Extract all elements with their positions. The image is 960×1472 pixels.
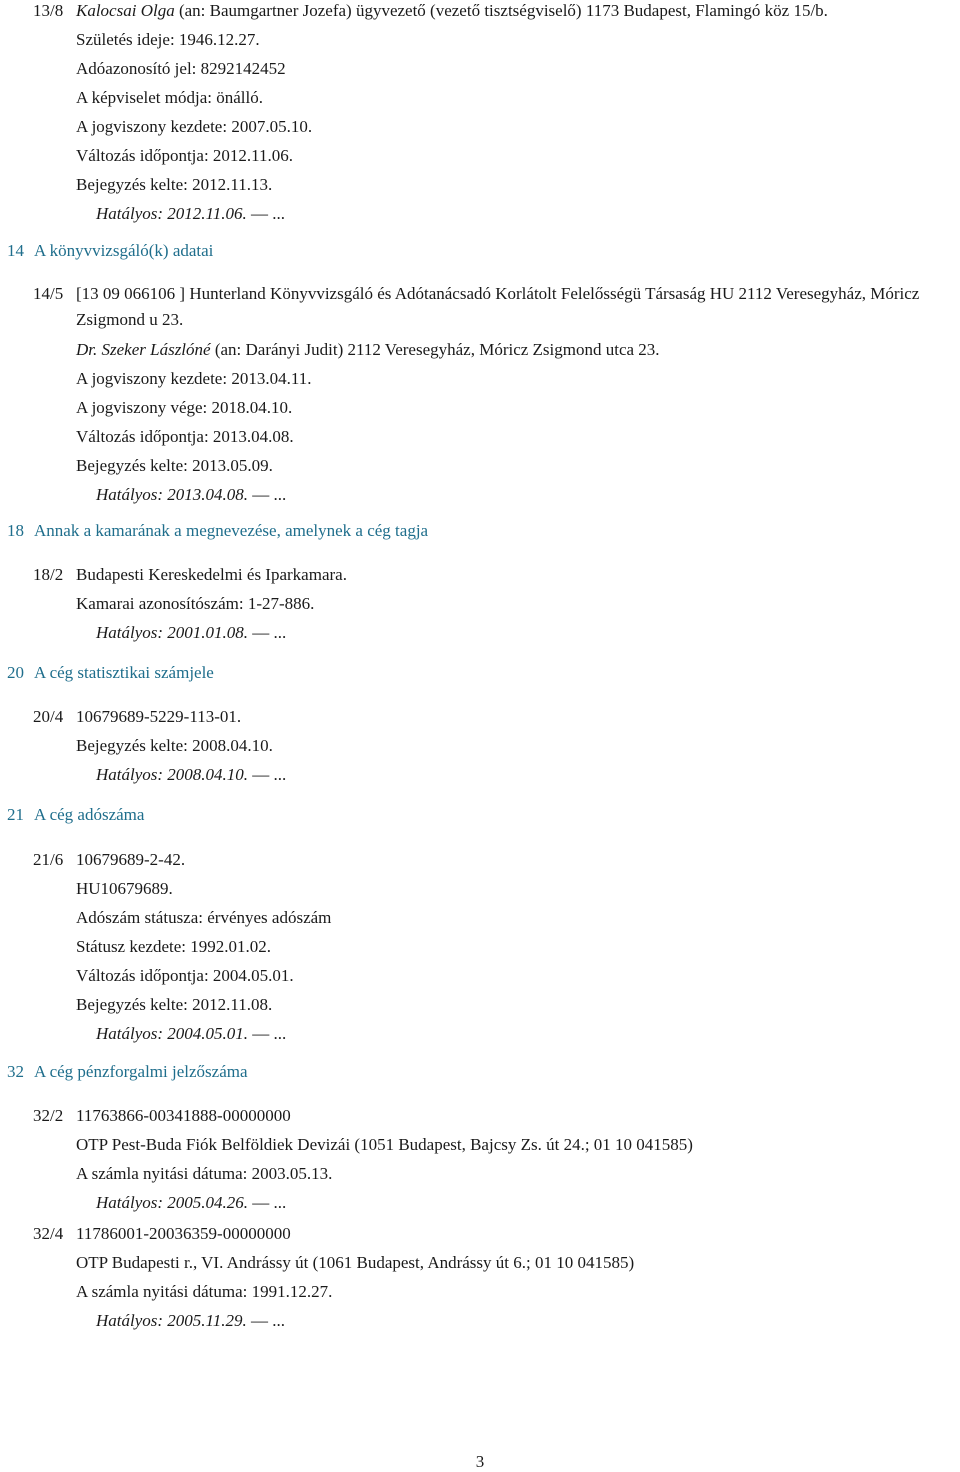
registration-date: Bejegyzés kelte: 2013.05.09. xyxy=(76,456,273,475)
change-date: Változás időpontja: 2004.05.01. xyxy=(76,966,294,985)
valid-date: Hatályos: 2004.05.01. xyxy=(96,1024,249,1043)
relationship-start: A jogviszony kezdete: 2013.04.11. xyxy=(76,369,312,388)
entry-13-8 xyxy=(33,0,958,228)
auditor-company: [13 09 066106 ] Hunterland Könyvvizsgáló és Adótanácsadó Korlátolt Felelősségü Társaság HU 2112 Veresegyház, Móricz Zsigmond u 23. xyxy=(76,284,920,329)
eu-tax-number: HU10679689. xyxy=(76,879,173,898)
tax-id: Adóazonosító jel: 8292142452 xyxy=(76,59,286,78)
section-title: A cég statisztikai számjele xyxy=(34,663,214,682)
valid-tail: — ... xyxy=(248,623,287,642)
section-heading-20 xyxy=(7,663,214,683)
valid-date: Hatályos: 2013.04.08. xyxy=(96,485,249,504)
relationship-start: A jogviszony kezdete: 2007.05.10. xyxy=(76,117,313,136)
account-opened: A számla nyitási dátuma: 2003.05.13. xyxy=(76,1164,333,1183)
entry-number: 20/4 xyxy=(33,707,64,726)
status-start: Státusz kezdete: 1992.01.02. xyxy=(76,937,271,956)
section-title: A cég pénzforgalmi jelzőszáma xyxy=(34,1062,248,1081)
section-title: A könyvvizsgáló(k) adatai xyxy=(34,241,214,260)
section-title: Annak a kamarának a megnevezése, amelynek a cég tagja xyxy=(34,521,429,540)
valid-from xyxy=(76,1019,958,1048)
auditor-person-name: Dr. Szeker Lászlóné xyxy=(76,340,211,359)
relationship-end: A jogviszony vége: 2018.04.10. xyxy=(76,398,293,417)
section-heading-18 xyxy=(7,521,428,541)
valid-tail: — ... xyxy=(248,485,287,504)
section-number: 32 xyxy=(7,1062,24,1081)
chamber-id: Kamarai azonosítószám: 1-27-886. xyxy=(76,594,315,613)
valid-from xyxy=(76,1188,958,1217)
valid-tail: — ... xyxy=(248,1024,287,1043)
valid-date: Hatályos: 2012.11.06. xyxy=(96,204,247,223)
account-number: 11786001-20036359-00000000 xyxy=(76,1224,291,1243)
entry-number: 13/8 xyxy=(33,1,64,20)
section-heading-32 xyxy=(7,1062,248,1082)
representation-mode: A képviselet módja: önálló. xyxy=(76,88,263,107)
page-number: 3 xyxy=(475,1452,485,1471)
valid-tail: — ... xyxy=(246,204,286,223)
bank-name: OTP Budapesti r., VI. Andrássy út (1061 Budapest, Andrássy út 6.; 01 10 041585) xyxy=(76,1253,635,1272)
entry-number: 32/4 xyxy=(33,1224,64,1243)
valid-date: Hatályos: 2005.04.26. xyxy=(96,1193,249,1212)
entry-32-4 xyxy=(33,1219,958,1335)
chamber-name: Budapesti Kereskedelmi és Iparkamara. xyxy=(76,565,347,584)
officer-name: Kalocsai Olga xyxy=(76,1,175,20)
entry-18-2 xyxy=(33,560,958,647)
section-heading-14 xyxy=(7,241,213,261)
valid-from xyxy=(76,1306,958,1335)
bank-name: OTP Pest-Buda Fiók Belföldiek Devizái (1051 Budapest, Bajcsy Zs. út 24.; 01 10 041585) xyxy=(76,1135,693,1154)
tax-number: 10679689-2-42. xyxy=(76,850,186,869)
registration-date: Bejegyzés kelte: 2008.04.10. xyxy=(76,736,273,755)
tax-number-status: Adószám státusza: érvényes adószám xyxy=(76,908,332,927)
valid-tail: — ... xyxy=(248,1193,287,1212)
section-title: A cég adószáma xyxy=(34,805,145,824)
valid-date: Hatályos: 2001.01.08. xyxy=(96,623,249,642)
section-number: 14 xyxy=(7,241,24,260)
statistical-code: 10679689-5229-113-01. xyxy=(76,707,242,726)
entry-number: 21/6 xyxy=(33,850,64,869)
registration-date: Bejegyzés kelte: 2012.11.13. xyxy=(76,175,273,194)
change-date: Változás időpontja: 2013.04.08. xyxy=(76,427,294,446)
entry-20-4 xyxy=(33,702,958,789)
valid-from xyxy=(76,760,958,789)
valid-tail: — ... xyxy=(246,1311,286,1330)
auditor-person-details: (an: Darányi Judit) 2112 Veresegyház, Móricz Zsigmond utca 23. xyxy=(210,340,660,359)
section-number: 21 xyxy=(7,805,24,824)
valid-from xyxy=(76,618,958,647)
officer-details: (an: Baumgartner Jozefa) ügyvezető (vezető tisztségviselő) 1173 Budapest, Flamingó köz 15/b. xyxy=(178,1,828,20)
section-number: 18 xyxy=(7,521,24,540)
valid-date: Hatályos: 2008.04.10. xyxy=(96,765,249,784)
entry-number: 18/2 xyxy=(33,565,64,584)
account-opened: A számla nyitási dátuma: 1991.12.27. xyxy=(76,1282,333,1301)
section-heading-21 xyxy=(7,805,144,825)
entry-21-6 xyxy=(33,845,958,1048)
birth-date: Születés ideje: 1946.12.27. xyxy=(76,30,260,49)
registration-date: Bejegyzés kelte: 2012.11.08. xyxy=(76,995,273,1014)
entry-14-5 xyxy=(33,281,958,509)
valid-date: Hatályos: 2005.11.29. xyxy=(96,1311,247,1330)
section-number: 20 xyxy=(7,663,24,682)
account-number: 11763866-00341888-00000000 xyxy=(76,1106,291,1125)
valid-tail: — ... xyxy=(248,765,287,784)
entry-32-2 xyxy=(33,1101,958,1217)
auditor-person xyxy=(76,335,958,364)
valid-from xyxy=(76,480,958,509)
entry-number: 32/2 xyxy=(33,1106,64,1125)
entry-number: 14/5 xyxy=(33,284,64,303)
change-date: Változás időpontja: 2012.11.06. xyxy=(76,146,294,165)
officer-line xyxy=(76,0,958,25)
valid-from xyxy=(76,199,958,228)
